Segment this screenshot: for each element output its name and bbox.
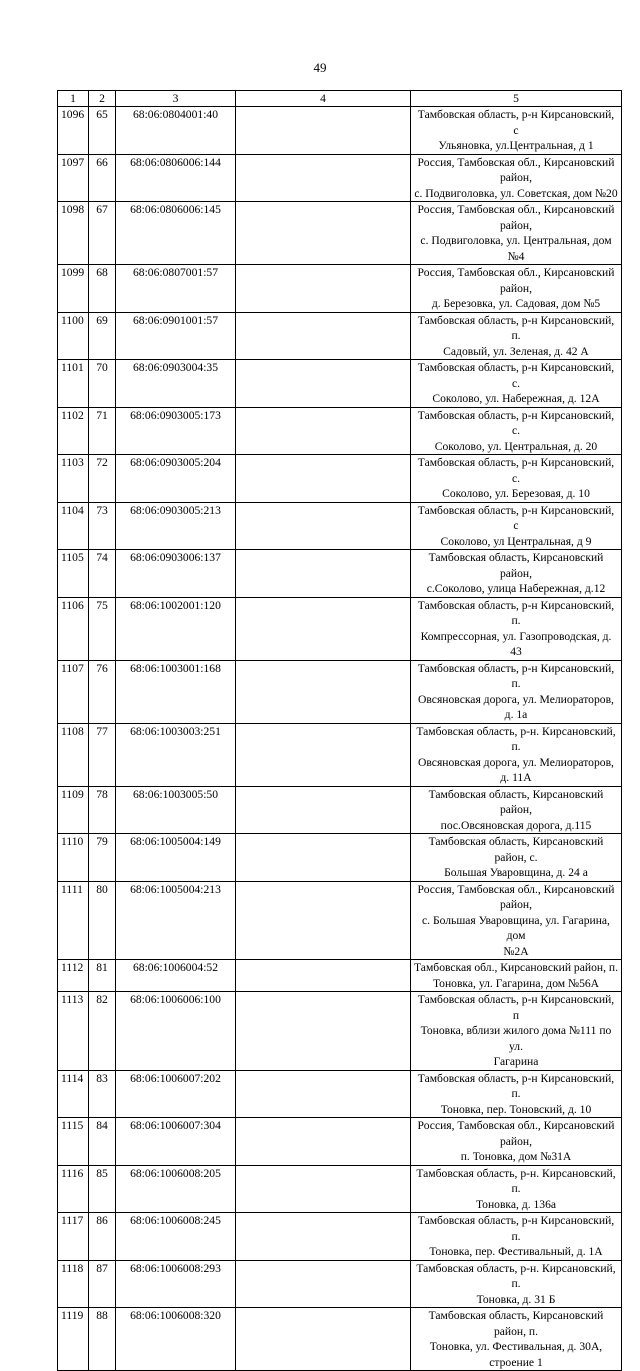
table-row [58,360,622,408]
row-number-cell: 1103 [58,455,89,503]
row-number-cell: 1096 [58,107,89,155]
empty-cell [236,597,411,660]
row-number-cell: 1110 [58,834,89,882]
address-cell [411,597,622,660]
sub-number-cell: 67 [89,202,116,265]
address-cell [411,723,622,786]
table-row [58,550,622,598]
cadastral-number-cell: 68:06:0804001:40 [116,107,236,155]
address-cell [411,360,622,408]
sub-number-cell: 84 [89,1118,116,1166]
sub-number-cell: 79 [89,834,116,882]
row-number-cell: 1108 [58,723,89,786]
address-line: Тоновка, ул. Гагарина, дом №56А [432,976,600,990]
address-line: д. Березовка, ул. Садовая, дом №5 [431,297,601,310]
cadastral-number-cell: 68:06:1006004:52 [116,960,236,992]
table-row [58,660,622,723]
empty-cell [236,407,411,455]
table-row [58,881,622,960]
row-number-cell: 1113 [58,992,89,1071]
column-header: 5 [411,91,622,107]
table-row [58,202,622,265]
table-row [58,786,622,834]
empty-cell [236,107,411,155]
row-number-cell: 1099 [58,265,89,313]
sub-number-cell: 80 [89,881,116,960]
address-cell [411,107,622,155]
table-row [58,407,622,455]
column-header: 2 [89,91,116,107]
address-line: Компрессорная, ул. Газопроводская, д. 43 [420,629,612,658]
row-number-cell: 1117 [58,1213,89,1261]
row-number-cell: 1104 [58,502,89,550]
empty-cell [236,1308,411,1371]
sub-number-cell: 65 [89,107,116,155]
sub-number-cell: 72 [89,455,116,503]
address-line: Тамбовская область, р-н Кирсановский, с [417,108,615,137]
address-cell [411,1165,622,1213]
empty-cell [236,502,411,550]
column-header: 4 [236,91,411,107]
address-line: Тоновка, д. 136а [475,1197,557,1211]
table-row [58,960,622,992]
address-line: Тамбовская область, Кирсановский район, [428,551,604,580]
sub-number-cell: 75 [89,597,116,660]
address-line: Овсяновская дорога, ул. Мелиораторов, д. 1а [418,692,614,721]
table-row [58,107,622,155]
row-number-cell: 1116 [58,1165,89,1213]
page-number: 49 [313,60,327,75]
cadastral-number-cell: 68:06:0807001:57 [116,265,236,313]
cadastral-number-cell: 68:06:1003005:50 [116,786,236,834]
sub-number-cell: 77 [89,723,116,786]
column-header: 3 [116,91,236,107]
table-row [58,723,622,786]
table-row [58,1165,622,1213]
address-cell [411,1213,622,1261]
address-cell [411,1070,622,1118]
address-line: Тамбовская область, р-н Кирсановский, п. [417,1071,615,1100]
address-line: Гагарина [493,1055,539,1068]
table-row [58,455,622,503]
empty-cell [236,723,411,786]
cadastral-number-cell: 68:06:0903005:173 [116,407,236,455]
address-line: Тамбовская область, р-н Кирсановский, с. [417,361,615,390]
address-line: с. Большая Уваровщина, ул. Гагарина, дом [422,913,610,942]
cadastral-number-cell: 68:06:1006008:205 [116,1165,236,1213]
address-line: Тамбовская область, Кирсановский район, [428,787,604,816]
cadastral-number-cell: 68:06:1005004:213 [116,881,236,960]
sub-number-cell: 68 [89,265,116,313]
cadastral-number-cell: 68:06:1006008:320 [116,1308,236,1371]
address-line: Тамбовская область, Кирсановский район, п. [428,1309,604,1338]
address-cell [411,265,622,313]
sub-number-cell: 82 [89,992,116,1071]
address-line: Соколово, ул. Центральная, д. 20 [434,439,598,453]
address-line: Тамбовская область, р-н Кирсановский, п. [417,661,615,690]
table-row [58,1070,622,1118]
address-line: Тамбовская область, р-н Кирсановский, п. [417,313,615,342]
column-header: 1 [58,91,89,107]
row-number-cell: 1107 [58,660,89,723]
address-line: Тамбовская область, р-н. Кирсановский, п. [416,1261,616,1290]
address-line: Тоновка, пер. Тоновский, д. 10 [440,1102,592,1116]
cadastral-number-cell: 68:06:0806006:144 [116,154,236,202]
sub-number-cell: 69 [89,312,116,360]
cadastral-number-cell: 68:06:1003003:251 [116,723,236,786]
empty-cell [236,1165,411,1213]
table-body [58,107,622,1371]
sub-number-cell: 76 [89,660,116,723]
row-number-cell: 1114 [58,1070,89,1118]
address-line: Россия, Тамбовская обл., Кирсановский район, [417,266,615,295]
sub-number-cell: 70 [89,360,116,408]
row-number-cell: 1115 [58,1118,89,1166]
table-row [58,1308,622,1371]
address-line: Тамбовская обл., Кирсановский район, п. [414,961,618,974]
row-number-cell: 1109 [58,786,89,834]
cadastral-number-cell: 68:06:0903006:137 [116,550,236,598]
table-row [58,1213,622,1261]
address-line: Россия, Тамбовская обл., Кирсановский район, [417,1119,615,1148]
sub-number-cell: 85 [89,1165,116,1213]
address-cell [411,202,622,265]
row-number-cell: 1100 [58,312,89,360]
address-line: Россия, Тамбовская обл., Кирсановский район, [417,155,615,184]
address-line: пос.Овсяновская дорога, д.115 [440,818,592,832]
empty-cell [236,455,411,503]
empty-cell [236,1070,411,1118]
row-number-cell: 1118 [58,1260,89,1308]
address-cell [411,834,622,882]
table-header-row [58,91,622,107]
address-cell [411,550,622,598]
address-cell [411,881,622,960]
address-line: Россия, Тамбовская обл., Кирсановский район, [417,203,615,232]
empty-cell [236,992,411,1071]
sub-number-cell: 83 [89,1070,116,1118]
address-line: Тамбовская область, р-н. Кирсановский, п. [416,1166,616,1195]
sub-number-cell: 73 [89,502,116,550]
address-line: Соколово, ул. Набережная, д. 12А [432,392,600,405]
empty-cell [236,360,411,408]
empty-cell [236,1118,411,1166]
empty-cell [236,154,411,202]
address-line: Тоновка, ул. Фестивальная, д. 30А, строение 1 [429,1340,603,1369]
address-cell [411,960,622,992]
sub-number-cell: 81 [89,960,116,992]
address-line: Большая Уваровщина, д. 24 а [444,866,588,879]
row-number-cell: 1101 [58,360,89,408]
address-line: Ульяновка, ул.Центральная, д 1 [438,139,594,152]
address-line: Россия, Тамбовская обл., Кирсановский район, [417,882,615,911]
table-row [58,834,622,882]
table-row [58,312,622,360]
row-number-cell: 1106 [58,597,89,660]
empty-cell [236,1213,411,1261]
cadastral-number-cell: 68:06:1005004:149 [116,834,236,882]
cadastral-number-cell: 68:06:1006006:100 [116,992,236,1071]
cadastral-number-cell: 68:06:0903005:213 [116,502,236,550]
registry-table [57,90,622,1371]
address-line: с. Подвиголовка, ул. Центральная, дом №4 [420,234,612,263]
empty-cell [236,660,411,723]
sub-number-cell: 88 [89,1308,116,1371]
address-line: Соколово, ул Центральная, д 9 [440,534,592,548]
address-cell [411,455,622,503]
cadastral-number-cell: 68:06:1003001:168 [116,660,236,723]
address-line: Тамбовская область, р-н Кирсановский, п [417,993,615,1022]
cadastral-number-cell: 68:06:0806006:145 [116,202,236,265]
address-cell [411,312,622,360]
row-number-cell: 1111 [58,881,89,960]
cadastral-number-cell: 68:06:1006007:202 [116,1070,236,1118]
address-cell [411,1118,622,1166]
row-number-cell: 1102 [58,407,89,455]
address-line: с. Подвиголовка, ул. Советская, дом №20 [414,186,618,200]
empty-cell [236,265,411,313]
address-line: Тоновка, вблизи жилого дома №111 по ул. [420,1024,612,1053]
table-row [58,265,622,313]
address-cell [411,502,622,550]
address-line: Овсяновская дорога, ул. Мелиораторов, д. 11А [418,755,614,784]
address-line: Тамбовская область, Кирсановский район, с. [428,835,604,864]
cadastral-number-cell: 68:06:0903004:35 [116,360,236,408]
cadastral-number-cell: 68:06:0901001:57 [116,312,236,360]
address-line: Тамбовская область, р-н. Кирсановский, п. [416,724,616,753]
address-line: с.Соколово, улица Набережная, д.12 [426,582,606,595]
cadastral-number-cell: 68:06:1002001:120 [116,597,236,660]
address-cell [411,1308,622,1371]
sub-number-cell: 78 [89,786,116,834]
sub-number-cell: 66 [89,154,116,202]
address-cell [411,992,622,1071]
table-row [58,992,622,1071]
address-line: Тоновка, пер. Фестивальный, д. 1А [429,1245,603,1258]
address-line: Тамбовская область, р-н Кирсановский, с [417,503,615,532]
sub-number-cell: 74 [89,550,116,598]
address-cell [411,407,622,455]
empty-cell [236,786,411,834]
address-cell [411,154,622,202]
address-line: Тамбовская область, р-н Кирсановский, п. [417,598,615,627]
table-row [58,597,622,660]
sub-number-cell: 71 [89,407,116,455]
table-row [58,502,622,550]
row-number-cell: 1098 [58,202,89,265]
sub-number-cell: 87 [89,1260,116,1308]
empty-cell [236,202,411,265]
table-row [58,1260,622,1308]
empty-cell [236,834,411,882]
empty-cell [236,960,411,992]
cadastral-number-cell: 68:06:1006008:293 [116,1260,236,1308]
address-line: Тамбовская область, р-н Кирсановский, п. [417,1214,615,1243]
cadastral-number-cell: 68:06:0903005:204 [116,455,236,503]
row-number-cell: 1119 [58,1308,89,1371]
row-number-cell: 1112 [58,960,89,992]
row-number-cell: 1097 [58,154,89,202]
table-row [58,1118,622,1166]
address-line: п. Тоновка, дом №31А [460,1150,572,1163]
address-line: Садовый, ул. Зеленая, д. 42 А [443,344,589,358]
address-line: №2А [503,944,529,958]
cadastral-number-cell: 68:06:1006008:245 [116,1213,236,1261]
address-line: Тамбовская область, р-н Кирсановский, с. [417,408,615,437]
address-cell [411,1260,622,1308]
row-number-cell: 1105 [58,550,89,598]
empty-cell [236,1260,411,1308]
sub-number-cell: 86 [89,1213,116,1261]
address-line: Тамбовская область, р-н Кирсановский, с. [417,456,615,485]
empty-cell [236,550,411,598]
table-row [58,154,622,202]
cadastral-number-cell: 68:06:1006007:304 [116,1118,236,1166]
address-line: Тоновка, д. 31 Б [476,1292,556,1306]
empty-cell [236,881,411,960]
empty-cell [236,312,411,360]
address-cell [411,660,622,723]
address-line: Соколово, ул. Березовая, д. 10 [442,487,590,500]
address-cell [411,786,622,834]
